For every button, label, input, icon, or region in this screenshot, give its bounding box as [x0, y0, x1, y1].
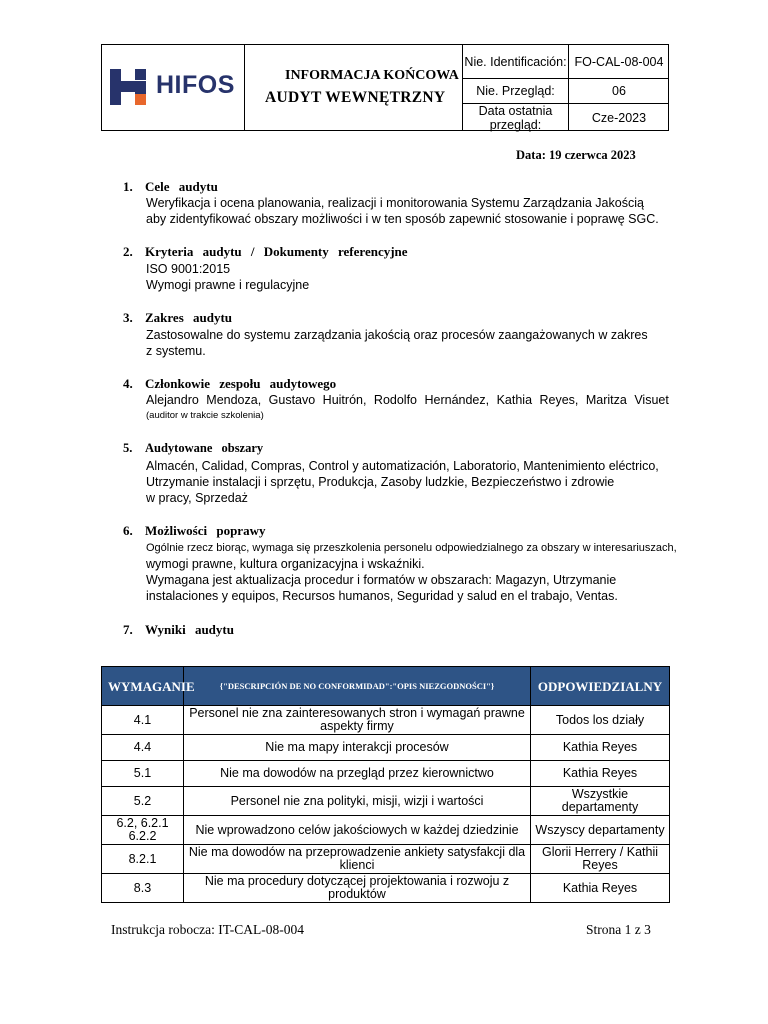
table-row: [102, 735, 670, 761]
cell-description: Nie ma dowodów na przeprowadzenie ankiety satysfakcji dla klienci: [184, 845, 531, 874]
field-value-revision: 06: [612, 84, 626, 98]
field-value-id: FO-CAL-08-004: [574, 54, 664, 69]
doc-title-line1: INFORMACJA KOŃCOWA: [285, 68, 459, 83]
section-1-heading: 1. Cele audytu: [123, 179, 218, 194]
cell-responsible: Glorii Herrery / Kathii Reyes: [531, 845, 670, 874]
cell-requirement: 4.4: [102, 735, 184, 761]
table-row: [102, 816, 670, 845]
logo-text: HIFOS: [156, 71, 235, 99]
table-header-row: [102, 667, 670, 706]
field-label-id: Nie. Identificación:: [464, 54, 567, 69]
cell-requirement: 5.1: [102, 761, 184, 787]
section-7-heading: 7. Wyniki audytu: [123, 622, 234, 637]
footer-page-number: Strona 1 z 3: [586, 922, 651, 937]
section-6-text-line1: wymogi prawne, kultura organizacyjna i wskaźniki.: [146, 557, 425, 571]
cell-requirement: 5.2: [102, 787, 184, 816]
cell-description: Nie wprowadzono celów jakościowych w każdej dziedzinie: [184, 816, 531, 845]
section-5-text-line1: Almacén, Calidad, Compras, Control y automatización, Laboratorio, Mantenimiento eléctrico,: [146, 459, 659, 473]
col-header-description: {"DESCRIPCIÓN DE NO CONFORMIDAD":"OPIS NIEZGODNOŚCI"}: [184, 667, 531, 706]
cell-requirement: 8.2.1: [102, 845, 184, 874]
doc-title-line2: AUDYT WEWNĘTRZNY: [265, 89, 446, 106]
section-2-heading: 2. Kryteria audytu / Dokumenty referencyjne: [123, 244, 408, 259]
cell-responsible: Todos los działy: [531, 706, 670, 735]
report-date: Data: 19 czerwca 2023: [516, 148, 636, 162]
table-row: [102, 787, 670, 816]
section-6-text-line2: Wymagana jest aktualizacja procedur i formatów w obszarach: Magazyn, Utrzymanie: [146, 573, 617, 587]
section-5-text-line3: w pracy, Sprzedaż: [146, 491, 248, 505]
cell-responsible: Wszyscy departamenty: [531, 816, 670, 845]
section-2-text-line2: Wymogi prawne i regulacyjne: [146, 278, 310, 292]
section-3-heading: 3. Zakres audytu: [123, 310, 233, 325]
cell-requirement: 6.2, 6.2.1 6.2.2: [102, 816, 184, 845]
section-5-text-line2: Utrzymanie instalacji i sprzętu, Produkcja, Zasoby ludzkie, Bezpieczeństwo i zdrowie: [146, 475, 615, 489]
cell-description: Nie ma dowodów na przegląd przez kierownictwo: [184, 761, 531, 787]
section-6-heading: 6. Możliwości poprawy: [123, 523, 266, 538]
field-value-last-review: Cze-2023: [591, 110, 647, 125]
section-1-text-line2: aby zidentyfikować obszary możliwości i w ten sposób zapewnić stosowanie i poprawę SGC.: [146, 212, 659, 226]
footer-work-instruction: Instrukcja robocza: IT-CAL-08-004: [111, 922, 304, 937]
section-6-text-line3: instalaciones y equipos, Recursos humanos, Seguridad y salud en el trabajo, Ventas.: [146, 589, 618, 603]
cell-description: Personel nie zna polityki, misji, wizji i wartości: [184, 787, 531, 816]
results-table: [101, 666, 669, 903]
table-row: [102, 845, 670, 874]
section-4-heading: 4. Członkowie zespołu audytowego: [123, 376, 337, 391]
section-6-text-small: Ogólnie rzecz biorąc, wymaga się przeszkolenia personelu odpowiedzialnego za obszary w interesariuszach,: [146, 542, 677, 554]
section-5-heading: 5. Audytowane obszary: [123, 441, 264, 455]
field-label-revision: Nie. Przegląd:: [476, 84, 555, 98]
section-3-text-line1: Zastosowalne do systemu zarządzania jakością oraz procesów zaangażowanych w zakres: [146, 328, 648, 342]
col-header-requirement: WYMAGANIE: [102, 667, 184, 706]
section-4-text-line1: Alejandro Mendoza, Gustavo Huitrón, Rodolfo Hernández, Kathia Reyes, Maritza Visuet: [146, 393, 669, 407]
cell-description: Nie ma mapy interakcji procesów: [184, 735, 531, 761]
cell-requirement: 4.1: [102, 706, 184, 735]
table-row: [102, 761, 670, 787]
section-4-note: (auditor w trakcie szkolenia): [146, 410, 264, 421]
cell-description: Personel nie zna zainteresowanych stron i wymagań prawne aspekty firmy: [184, 706, 531, 735]
section-2-text-line1: ISO 9001:2015: [146, 262, 231, 276]
cell-responsible: Kathia Reyes: [531, 735, 670, 761]
cell-responsible: Kathia Reyes: [531, 874, 670, 903]
section-3-text-line2: z systemu.: [146, 344, 206, 358]
company-logo: [102, 45, 244, 132]
hifos-logo-icon: [110, 69, 150, 105]
cell-description: Nie ma procedury dotyczącej projektowania i rozwoju z produktów: [184, 874, 531, 903]
section-1-text-line1: Weryfikacja i ocena planowania, realizacji i monitorowania Systemu Zarządzania Jakością: [146, 196, 644, 210]
cell-requirement: 8.3: [102, 874, 184, 903]
header-table: [101, 44, 669, 131]
col-header-responsible: ODPOWIEDZIALNY: [531, 667, 670, 706]
table-row: [102, 874, 670, 903]
cell-responsible: Wszystkie departamenty: [531, 787, 670, 816]
table-row: [102, 706, 670, 735]
field-label-last-review: Data ostatnia przegląd:: [478, 103, 553, 132]
cell-responsible: Kathia Reyes: [531, 761, 670, 787]
